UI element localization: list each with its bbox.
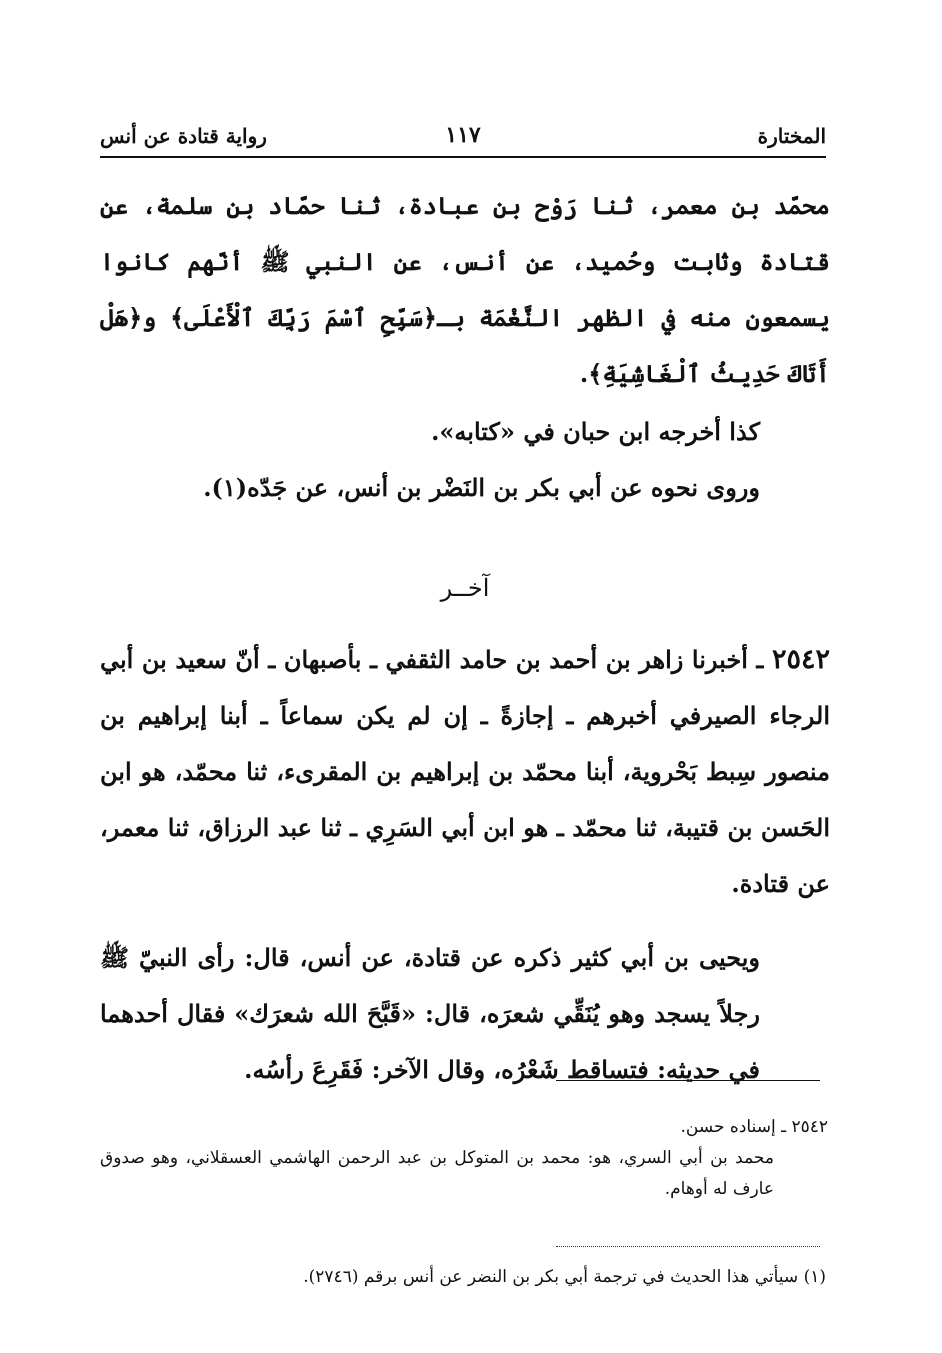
running-head (100, 118, 826, 154)
hadith-paragraph (100, 632, 830, 912)
footnote-1: (١) سيأتي هذا الحديث في ترجمة أبي بكر بن النضر عن أنس برقم (٢٧٤٦). (303, 1267, 826, 1287)
editor-notes (100, 1112, 828, 1205)
header-rule (100, 156, 826, 158)
section-title: رواية قتادة عن أنس (100, 124, 267, 148)
paragraph-3: وروى نحوه عن أبي بكر بن النَضْر بن أنس، عن جَدّه(١). (203, 473, 760, 502)
hadith-number: ٢٥٤٢ (771, 644, 830, 675)
paragraph-5: ويحيى بن أبي كثير ذكره عن قتادة، عن أنس، قال: رأى النبيّ ﷺ رجلاً يسجد وهو يُنَقِّي شعرَه، قال: «قَبَّحَ الله شعرَك» فقال أحدهما في حديثه: فتساقط شَعْرُه، وقال الآخر: فَقَرِعَ رأسُه. (100, 943, 760, 1084)
paragraph-2: كذا أخرجه ابن حبان في «كتابه». (431, 417, 760, 446)
note-text: محمد بن أبي السري، هو: محمد بن المتوكل بن عبد الرحمن الهاشمي العسقلاني، وهو صدوق عارف له أوهام. (100, 1148, 774, 1199)
page-number: ١١٧ (445, 122, 481, 148)
section-heading: آخــر (440, 574, 490, 602)
footnote-separator (556, 1080, 820, 1081)
footnote-dotted-separator (556, 1246, 820, 1247)
main-text (100, 178, 830, 1098)
book-title: المختارة (757, 124, 826, 148)
note-label: ٢٥٤٢ ـ إسناده حسن. (680, 1117, 828, 1137)
paragraph-1: محمّد بن معمر، ثنا رَوْح بن عبادة، ثنا حمّاد بن سلمة، عن قتادة وثابت وحُميد، عن أنس، عن النبي ﷺ أنّهم كانوا يسمعون منه في الظهر النَّغْمَة بـ﴿سَبِّحِ ٱسْمَ رَبِّكَ ٱلْأَعْلَى﴾ و﴿هَلْ أَتَاكَ حَدِيثُ ٱلْغَاشِيَةِ﴾. (100, 191, 830, 388)
hadith-isnad: ـ أخبرنا زاهر بن أحمد بن حامد الثقفي ـ بأصبهان ـ أنّ سعيد بن أبي الرجاء الصيرفي أخبرهم ـ إجازةً ـ إن لم يكن سماعاً ـ أبنا إبراهيم بن منصور سِبط بَحْروية، أبنا محمّد بن إبراهيم بن المقرىء، ثنا محمّد، هو ابن الحَسن بن قتيبة، ثنا محمّد ـ هو ابن أبي السَرِي ـ ثنا عبد الرزاق، ثنا معمر، عن قتادة. (100, 645, 830, 898)
